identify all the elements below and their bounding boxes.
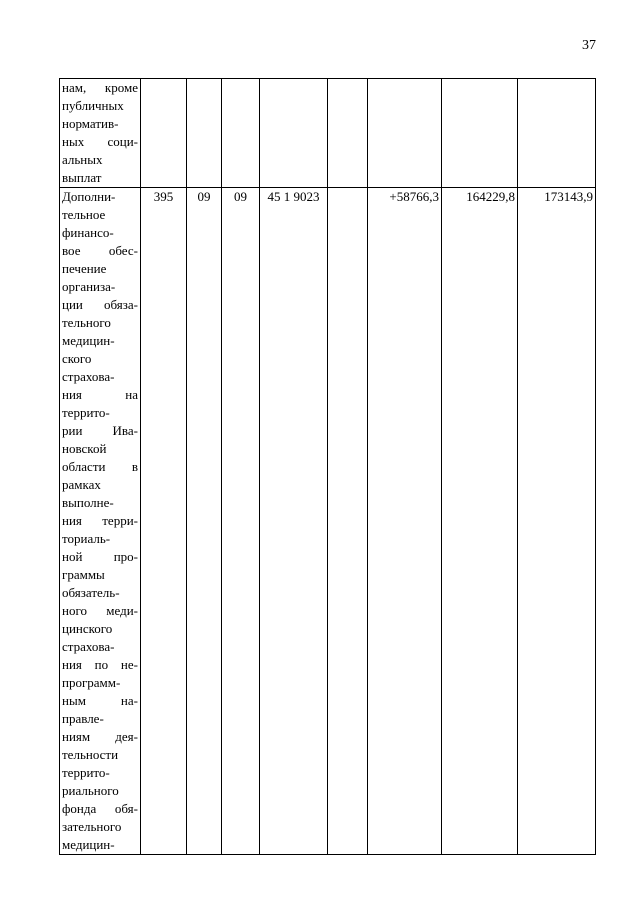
description-line: правле- [62,711,104,726]
description-cell [60,188,141,855]
description-line: публичных [62,98,124,113]
subsection-cell: 09 [222,188,260,855]
description-line: риального [62,783,119,798]
subsection-cell [222,79,260,188]
description-line: ниям дея- [62,729,138,744]
description-line: вое обес- [62,243,138,258]
description-line: ния по не- [62,657,138,672]
year2-cell [518,79,596,188]
section-cell: 09 [187,188,222,855]
change-cell [368,79,442,188]
description-line: области в [62,459,138,474]
description-line: финансо- [62,225,114,240]
target-article-cell: 45 1 9023 [260,188,328,855]
description-line: зательного [62,819,122,834]
description-line: ториаль- [62,531,111,546]
description-line: террито- [62,765,110,780]
expense-type-cell [328,188,368,855]
description-line: ского [62,351,92,366]
expense-type-cell [328,79,368,188]
change-cell: +58766,3 [368,188,442,855]
description-line: выполне- [62,495,114,510]
description-line: ции обяза- [62,297,138,312]
description-line: ния на [62,387,138,402]
description-line: фонда обя- [62,801,138,816]
description-line: медицин- [62,837,115,852]
section-cell [187,79,222,188]
table-row [60,79,596,188]
description-line: организа- [62,279,116,294]
description-line: нам, кроме [62,80,138,95]
description-line: ным на- [62,693,138,708]
description-line: ной про- [62,549,138,564]
description-line: страхова- [62,639,115,654]
year1-cell: 164229,8 [442,188,518,855]
description-line: ных соци- [62,134,138,149]
description-line: рии Ива- [62,423,138,438]
description-line: ного меди- [62,603,138,618]
description-line: рамках [62,477,101,492]
description-line: печение [62,261,107,276]
target-article-cell [260,79,328,188]
description-line: норматив- [62,116,119,131]
description-line: ния терри- [62,513,138,528]
admin-code-cell: 395 [141,188,187,855]
year2-cell: 173143,9 [518,188,596,855]
description-line: тельности [62,747,119,762]
description-line: выплат [62,170,102,185]
table-row [60,188,596,855]
description-line: новской [62,441,107,456]
description-line: граммы [62,567,105,582]
description-line: Дополни- [62,189,116,204]
description-cell [60,79,141,188]
description-line: альных [62,152,103,167]
description-line: тельное [62,207,106,222]
description-line: террито- [62,405,110,420]
description-line: страхова- [62,369,115,384]
description-line: программ- [62,675,121,690]
budget-table [59,78,596,855]
description-line: цинского [62,621,113,636]
description-line: тельного [62,315,111,330]
description-line: медицин- [62,333,115,348]
year1-cell [442,79,518,188]
description-line: обязатель- [62,585,120,600]
admin-code-cell [141,79,187,188]
page-number: 37 [582,38,596,53]
